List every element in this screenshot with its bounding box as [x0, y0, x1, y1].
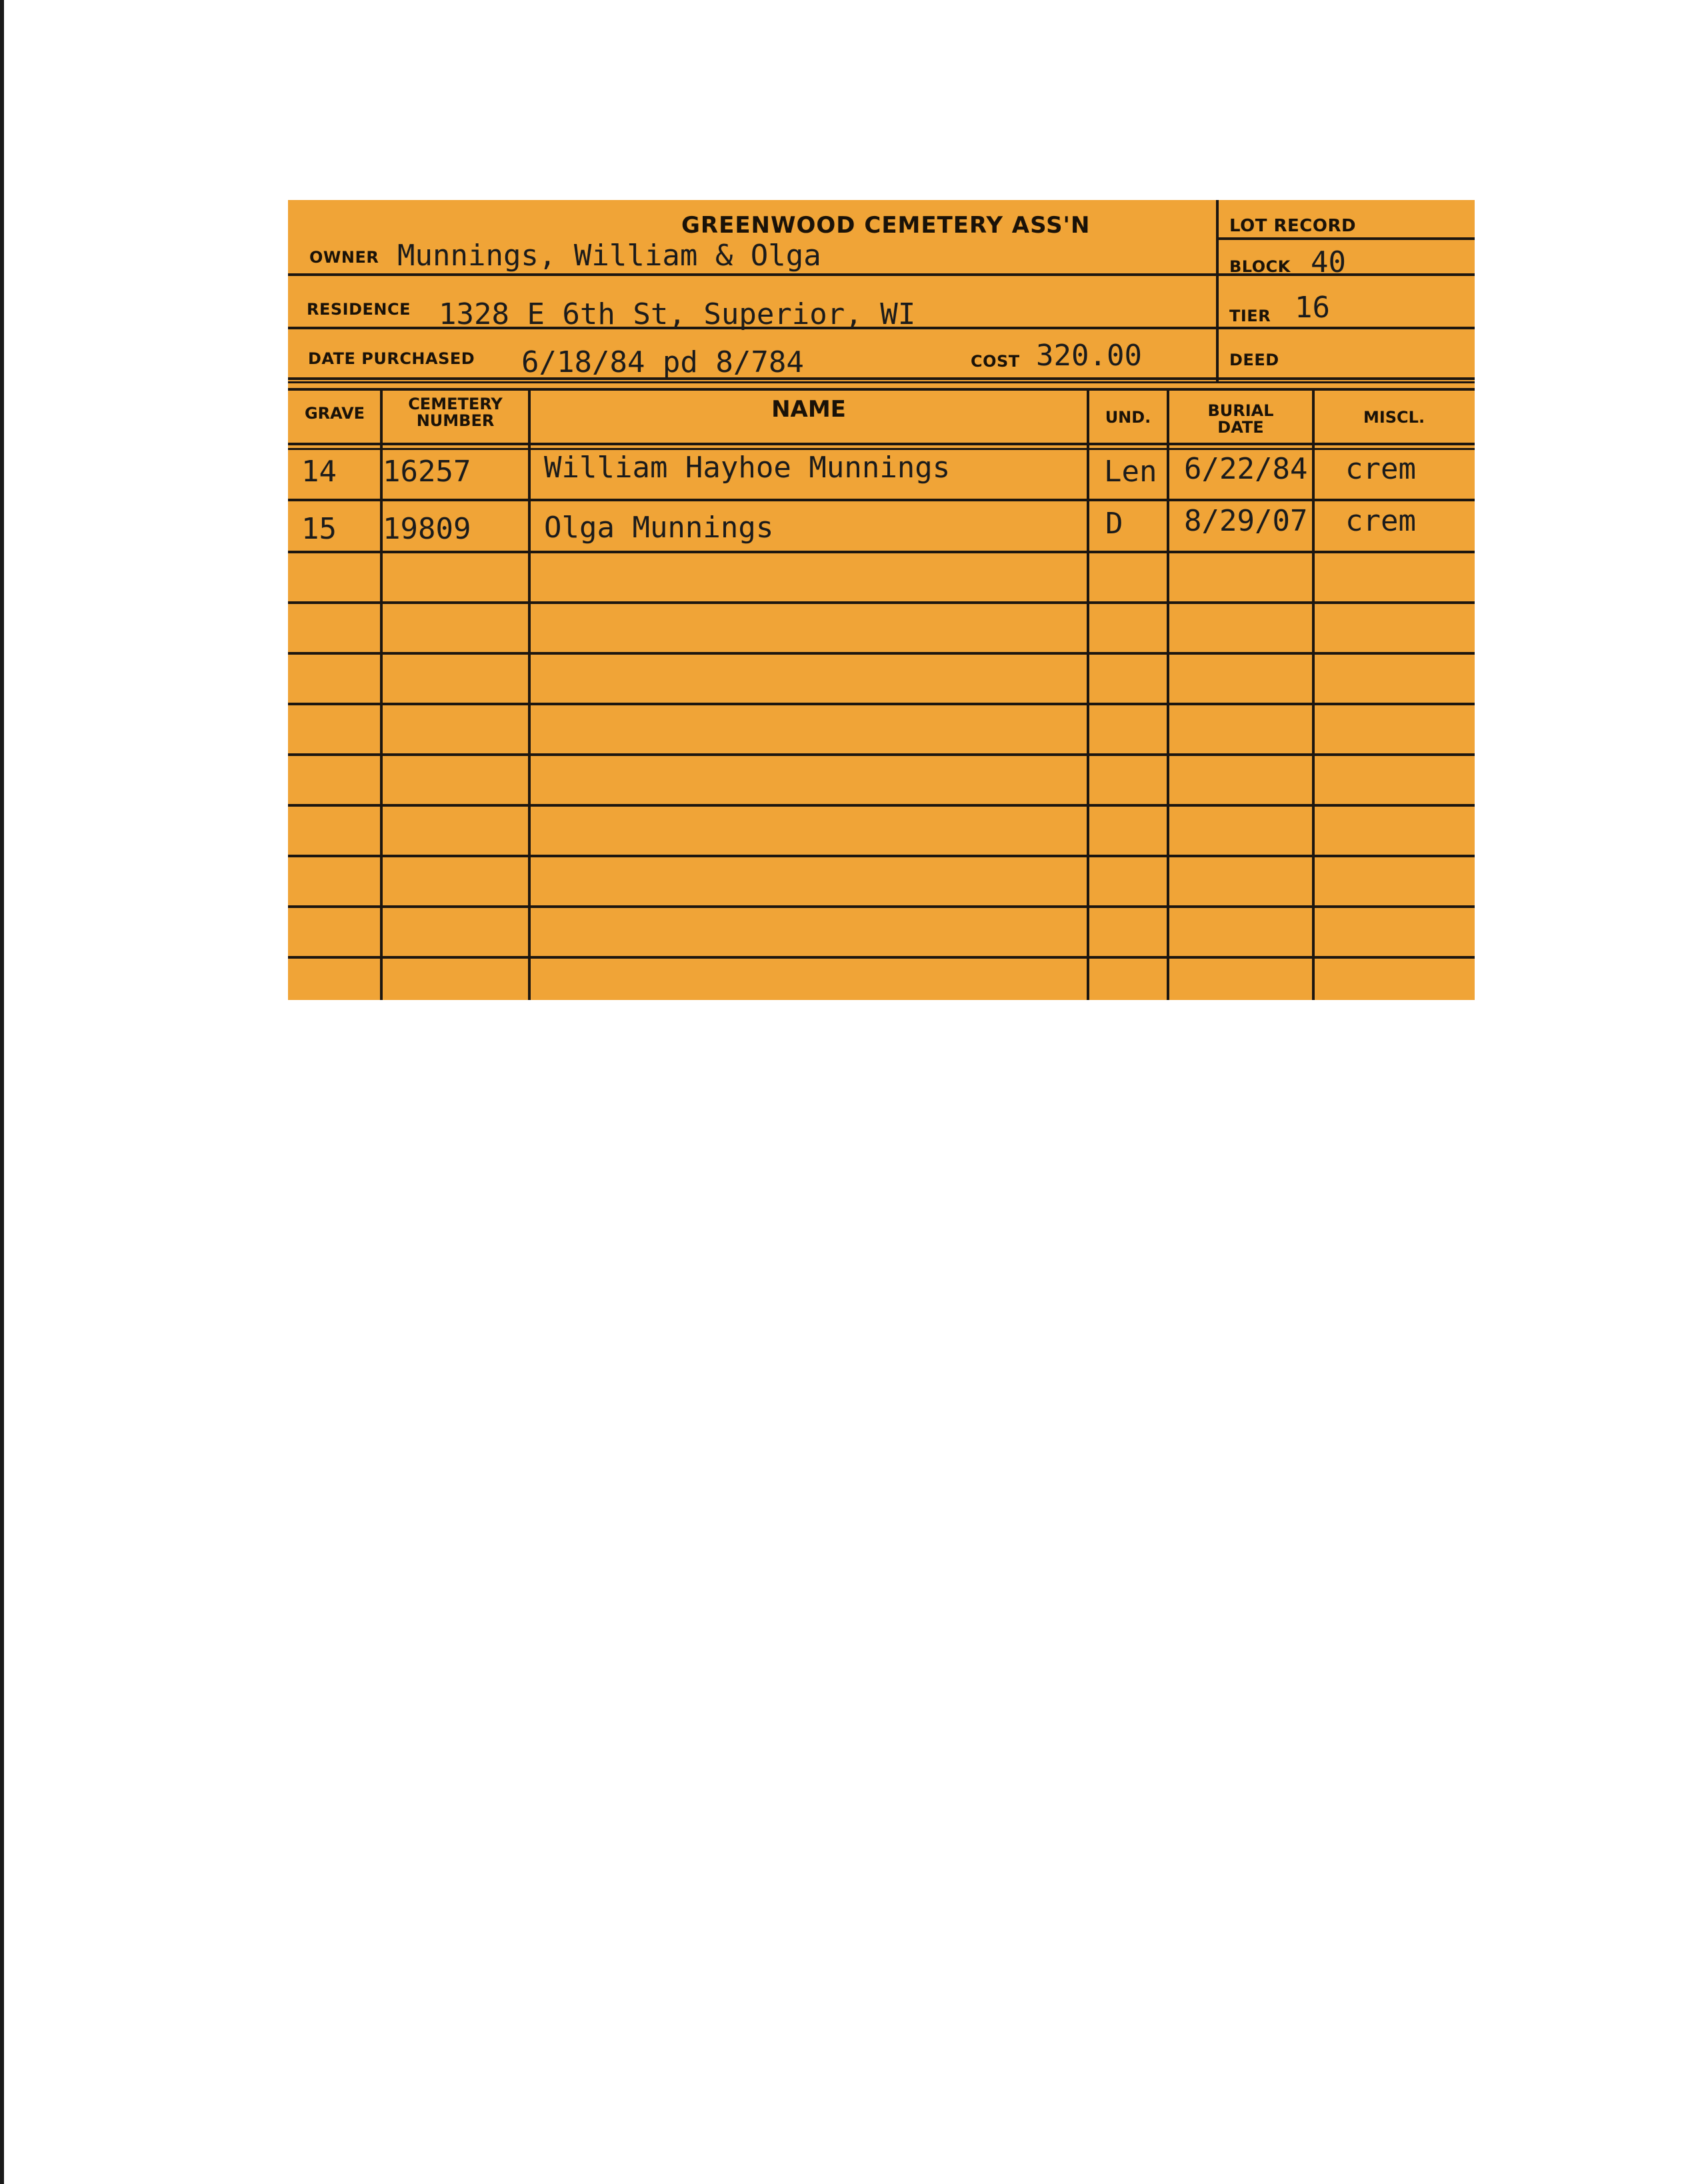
row-rule	[288, 601, 1475, 604]
owner-label: OWNER	[309, 248, 379, 267]
row-rule	[288, 703, 1475, 705]
table-row-1-burial-date: 6/22/84	[1184, 452, 1308, 486]
cemetery-title: GREENWOOD CEMETERY ASS'N	[681, 212, 1091, 239]
table-row-1-und: Len	[1104, 455, 1157, 489]
rule-line	[288, 273, 1475, 276]
table-row-1-miscl: crem	[1345, 452, 1416, 486]
rule-line	[288, 443, 1475, 445]
header-divider	[1216, 200, 1219, 381]
lot-record-label: LOT RECORD	[1229, 216, 1357, 236]
miscl-header: MISCL.	[1363, 408, 1425, 427]
rule-line	[288, 448, 1475, 450]
scan-left-edge	[0, 0, 4, 2184]
burial-date-header	[1168, 403, 1313, 436]
cost-label: COST	[971, 352, 1020, 371]
column-rule	[1312, 388, 1315, 1000]
rule-line	[288, 377, 1475, 380]
row-rule	[288, 753, 1475, 756]
residence-label: RESIDENCE	[307, 300, 411, 319]
cemetery-number-header-line1: CEMETERY	[408, 395, 503, 413]
grave-header: GRAVE	[304, 404, 365, 423]
table-row-2-name: Olga Munnings	[544, 511, 774, 545]
name-header: NAME	[771, 396, 846, 423]
deed-label: DEED	[1229, 351, 1279, 369]
lot-record-card	[288, 200, 1475, 1000]
row-rule	[288, 905, 1475, 908]
burial-date-header-line1: BURIAL	[1207, 401, 1274, 420]
tier-label: TIER	[1229, 307, 1271, 325]
table-row-2-cemetery-number: 19809	[383, 512, 471, 546]
block-label: BLOCK	[1229, 257, 1291, 276]
column-rule	[528, 388, 531, 1000]
block-value: 40	[1311, 245, 1346, 279]
column-rule	[1087, 388, 1089, 1000]
table-row-2-grave: 15	[301, 512, 337, 546]
date-purchased-label: DATE PURCHASED	[308, 349, 475, 368]
rule-line	[288, 388, 1475, 391]
table-row-1-cemetery-number: 16257	[383, 455, 471, 489]
owner-value: Munnings, William & Olga	[397, 239, 821, 273]
row-rule	[288, 804, 1475, 807]
cemetery-number-header-line2: NUMBER	[416, 411, 495, 430]
table-row-2-burial-date: 8/29/07	[1184, 504, 1308, 538]
row-rule	[288, 956, 1475, 959]
row-rule	[288, 551, 1475, 553]
residence-value: 1328 E 6th St, Superior, WI	[439, 297, 916, 331]
burial-date-header-line2: DATE	[1217, 418, 1264, 437]
row-rule	[288, 499, 1475, 501]
column-rule	[1167, 388, 1169, 1000]
row-rule	[288, 855, 1475, 857]
cost-value: 320.00	[1036, 339, 1142, 373]
table-row-1-grave: 14	[301, 455, 337, 489]
date-purchased-value: 6/18/84 pd 8/784	[521, 345, 804, 379]
cemetery-number-header	[381, 396, 529, 429]
und-header: UND.	[1105, 408, 1151, 427]
row-rule	[288, 652, 1475, 655]
table-row-1-name: William Hayhoe Munnings	[544, 451, 951, 485]
table-row-2-miscl: crem	[1345, 504, 1416, 538]
table-row-2-und: D	[1105, 507, 1123, 541]
tier-value: 16	[1295, 291, 1330, 325]
rule-line	[1216, 237, 1475, 240]
rule-line	[288, 381, 1475, 383]
